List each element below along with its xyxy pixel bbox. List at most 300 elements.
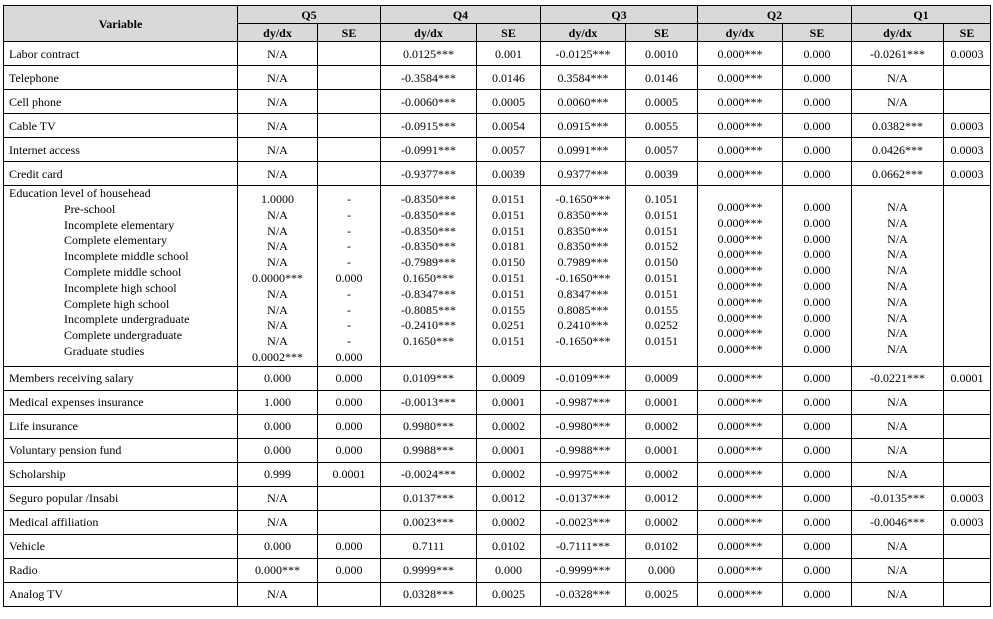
table-row	[4, 534, 991, 558]
cell: 0.0001	[477, 390, 541, 414]
row-label: Cell phone	[4, 90, 238, 114]
cell: N/A	[238, 582, 318, 606]
cell: 0.0025	[626, 582, 698, 606]
cell: 0.000***	[698, 582, 783, 606]
cell: N/A	[852, 534, 944, 558]
cell: -0.0915***	[381, 114, 477, 138]
cell	[318, 486, 381, 510]
cell: 0.0039	[477, 162, 541, 186]
cell: 0.0151	[492, 192, 525, 206]
group-header-q3: Q3	[541, 6, 698, 24]
table-row	[4, 42, 991, 66]
cell: 0.000***	[698, 414, 783, 438]
education-q3-dydx	[541, 186, 626, 367]
row-label: Medical affiliation	[4, 510, 238, 534]
row-label: Credit card	[4, 162, 238, 186]
cell: 0.0001	[477, 438, 541, 462]
cell: N/A	[267, 334, 288, 349]
cell	[944, 390, 991, 414]
cell: 0.0150	[492, 255, 525, 270]
cell	[944, 90, 991, 114]
cell: 0.0002	[477, 462, 541, 486]
cell: 0.000	[318, 558, 381, 582]
cell	[318, 90, 381, 114]
cell: 0.000***	[717, 294, 763, 309]
cell: 0.9999***	[381, 558, 477, 582]
cell: 0.000	[803, 263, 831, 278]
cell: 0.0003	[944, 138, 991, 162]
cell: -0.8347***	[401, 286, 456, 301]
cell: 0.0426***	[852, 138, 944, 162]
cell	[944, 438, 991, 462]
cell: -	[347, 318, 351, 333]
cell: 0.000***	[717, 310, 763, 325]
cell: 0.000***	[698, 90, 783, 114]
cell: 0.0328***	[381, 582, 477, 606]
cell: 0.0151	[492, 334, 525, 349]
cell: -0.8350***	[401, 207, 456, 222]
cell: 0.000	[803, 294, 831, 309]
education-q4-se	[477, 186, 541, 367]
cell: 0.0125***	[381, 42, 477, 66]
cell: 0.0003	[944, 114, 991, 138]
cell: N/A	[852, 90, 944, 114]
table-row	[4, 486, 991, 510]
education-item: Pre-school	[64, 201, 116, 216]
cell: 0.1650***	[403, 270, 454, 285]
cell: 0.8350***	[557, 223, 609, 238]
cell: 0.0009	[626, 366, 698, 390]
cell: 0.000***	[698, 558, 783, 582]
cell	[318, 510, 381, 534]
cell: N/A	[267, 255, 288, 270]
cell: 0.0151	[492, 207, 525, 222]
cell	[318, 114, 381, 138]
cell: N/A	[238, 138, 318, 162]
cell: -	[347, 334, 351, 349]
cell	[318, 42, 381, 66]
cell	[944, 66, 991, 90]
cell: 0.0146	[477, 66, 541, 90]
cell: 0.8350***	[557, 207, 609, 222]
cell: 0.0009	[477, 366, 541, 390]
cell: 0.0102	[477, 534, 541, 558]
cell: N/A	[887, 263, 908, 278]
cell: 0.000	[803, 247, 831, 262]
cell: 0.000***	[698, 438, 783, 462]
table-row	[4, 390, 991, 414]
cell: -0.1650***	[555, 192, 611, 206]
cell: 0.0151	[645, 334, 678, 349]
cell: 0.0002	[477, 510, 541, 534]
cell: -0.3584***	[381, 66, 477, 90]
cell: 0.0155	[492, 302, 525, 317]
cell: 0.9377***	[541, 162, 626, 186]
cell: 0.000***	[698, 42, 783, 66]
row-label: Labor contract	[4, 42, 238, 66]
cell: 0.000***	[717, 263, 763, 278]
cell: N/A	[238, 162, 318, 186]
cell: 0.000	[783, 438, 852, 462]
cell: -0.8350***	[401, 192, 456, 206]
cell: -	[347, 223, 351, 238]
cell: -0.9988***	[541, 438, 626, 462]
cell: 0.999	[238, 462, 318, 486]
cell: -0.8085***	[401, 302, 456, 317]
cell: -	[347, 255, 351, 270]
cell: 0.000	[783, 114, 852, 138]
cell: -0.8350***	[401, 223, 456, 238]
cell: 0.2410***	[557, 318, 609, 333]
cell: 0.000***	[698, 462, 783, 486]
cell: 0.000	[803, 342, 831, 357]
cell: 0.0012	[477, 486, 541, 510]
cell: -	[347, 286, 351, 301]
cell: 0.3584***	[541, 66, 626, 90]
cell: 0.0151	[492, 223, 525, 238]
sub-header-dydx: dy/dx	[852, 24, 944, 42]
cell: 0.000	[318, 534, 381, 558]
cell: N/A	[238, 90, 318, 114]
education-label-cell	[4, 186, 238, 367]
cell: 0.0054	[477, 114, 541, 138]
table-row	[4, 510, 991, 534]
cell: -0.0046***	[852, 510, 944, 534]
cell: -0.9975***	[541, 462, 626, 486]
cell: N/A	[887, 215, 908, 230]
cell: 0.0002	[477, 414, 541, 438]
cell	[944, 534, 991, 558]
cell: 0.000	[803, 231, 831, 246]
cell: 1.000	[238, 390, 318, 414]
cell: 0.000***	[238, 558, 318, 582]
cell: 0.0025	[477, 582, 541, 606]
cell: N/A	[852, 438, 944, 462]
row-label: Scholarship	[4, 462, 238, 486]
education-q3-se	[626, 186, 698, 367]
table-row	[4, 366, 991, 390]
cell: N/A	[887, 294, 908, 309]
cell: 0.0010	[626, 42, 698, 66]
cell: 0.0150	[645, 255, 678, 270]
cell: N/A	[267, 302, 288, 317]
education-row	[4, 186, 991, 367]
cell: 0.000***	[698, 162, 783, 186]
cell: 0.000	[477, 558, 541, 582]
cell: 0.0005	[477, 90, 541, 114]
cell: -	[347, 302, 351, 317]
cell: 0.0003	[944, 42, 991, 66]
cell: -	[347, 207, 351, 222]
cell: 0.9988***	[381, 438, 477, 462]
group-header-q4: Q4	[381, 6, 541, 24]
cell: -0.0328***	[541, 582, 626, 606]
row-label: Cable TV	[4, 114, 238, 138]
education-item: Complete undergraduate	[64, 328, 183, 343]
cell: 0.000	[783, 66, 852, 90]
cell: 0.000	[783, 414, 852, 438]
education-q1-dydx	[852, 186, 944, 367]
cell: N/A	[267, 239, 288, 254]
cell: 0.000	[318, 414, 381, 438]
cell: 0.0151	[645, 223, 678, 238]
education-item: Graduate studies	[64, 343, 145, 358]
cell: -0.0221***	[852, 366, 944, 390]
cell: N/A	[852, 414, 944, 438]
cell: -0.0109***	[541, 366, 626, 390]
cell: 0.0001	[626, 390, 698, 414]
cell: 0.0102	[626, 534, 698, 558]
table-row	[4, 162, 991, 186]
cell: 0.0151	[645, 207, 678, 222]
education-q2-se	[783, 186, 852, 367]
cell: 0.8350***	[557, 239, 609, 254]
cell	[318, 582, 381, 606]
cell: -0.0023***	[541, 510, 626, 534]
table-row	[4, 66, 991, 90]
row-label: Telephone	[4, 66, 238, 90]
cell: N/A	[267, 207, 288, 222]
cell: N/A	[852, 66, 944, 90]
cell: N/A	[238, 510, 318, 534]
cell: 0.000	[238, 438, 318, 462]
cell: 0.000	[238, 534, 318, 558]
cell: 0.0012	[626, 486, 698, 510]
group-header-q2: Q2	[698, 6, 852, 24]
variable-header: Variable	[4, 6, 238, 42]
cell: 0.0382***	[852, 114, 944, 138]
header-row-groups	[4, 6, 991, 24]
cell	[944, 582, 991, 606]
cell: 0.0137***	[381, 486, 477, 510]
cell: 0.000***	[698, 66, 783, 90]
cell: 0.0002	[626, 510, 698, 534]
cell: N/A	[852, 558, 944, 582]
cell: 0.000***	[717, 278, 763, 293]
results-table	[3, 5, 991, 607]
cell: 0.0915***	[541, 114, 626, 138]
cell: N/A	[852, 390, 944, 414]
row-label: Analog TV	[4, 582, 238, 606]
row-label: Medical expenses insurance	[4, 390, 238, 414]
cell: 0.000***	[698, 486, 783, 510]
cell: N/A	[852, 462, 944, 486]
cell: 0.000	[803, 310, 831, 325]
cell: 0.000	[783, 582, 852, 606]
cell: 0.9980***	[381, 414, 477, 438]
cell: 0.0001	[626, 438, 698, 462]
row-label: Voluntary pension fund	[4, 438, 238, 462]
sub-header-se: SE	[944, 24, 991, 42]
group-header-q1: Q1	[852, 6, 991, 24]
cell: 0.0002	[626, 414, 698, 438]
cell: 0.0151	[645, 286, 678, 301]
sub-header-se: SE	[626, 24, 698, 42]
education-q2-dydx	[698, 186, 783, 367]
cell: N/A	[267, 223, 288, 238]
cell: -0.0137***	[541, 486, 626, 510]
cell: N/A	[238, 114, 318, 138]
cell: 0.000***	[717, 247, 763, 262]
cell	[318, 162, 381, 186]
cell: 0.000	[318, 438, 381, 462]
education-q4-dydx	[381, 186, 477, 367]
cell	[944, 414, 991, 438]
table-body	[4, 42, 991, 607]
cell: 0.0252	[645, 318, 678, 333]
cell: N/A	[238, 486, 318, 510]
cell: 0.8085***	[557, 302, 609, 317]
cell: 0.000	[626, 558, 698, 582]
cell: 0.0251	[492, 318, 525, 333]
cell: N/A	[887, 342, 908, 357]
cell: -0.8350***	[401, 239, 456, 254]
cell: 0.000***	[698, 510, 783, 534]
table-row	[4, 558, 991, 582]
cell: 0.000***	[698, 534, 783, 558]
cell: -0.0261***	[852, 42, 944, 66]
cell: -0.0125***	[541, 42, 626, 66]
cell: 0.000***	[698, 366, 783, 390]
cell: 0.000	[335, 270, 363, 285]
group-header-q5: Q5	[238, 6, 381, 24]
cell: 0.8347***	[557, 286, 609, 301]
cell: 0.000	[318, 366, 381, 390]
cell: 0.000	[803, 278, 831, 293]
cell: -0.9987***	[541, 390, 626, 414]
cell: 0.000***	[717, 215, 763, 230]
cell: 0.0662***	[852, 162, 944, 186]
cell: 0.0146	[626, 66, 698, 90]
education-item: Incomplete middle school	[64, 249, 189, 264]
cell: -0.9980***	[541, 414, 626, 438]
cell: 0.001	[477, 42, 541, 66]
cell: 0.0001	[318, 462, 381, 486]
cell: 0.7989***	[557, 255, 609, 270]
sub-header-se: SE	[318, 24, 381, 42]
cell: 0.000	[783, 558, 852, 582]
table-row	[4, 138, 991, 162]
cell: 0.000***	[717, 200, 763, 214]
cell: 0.0002	[626, 462, 698, 486]
cell: 0.000	[783, 366, 852, 390]
cell: 0.0991***	[541, 138, 626, 162]
sub-header-se: SE	[477, 24, 541, 42]
cell: 0.0055	[626, 114, 698, 138]
cell: 0.000	[783, 162, 852, 186]
cell: 0.1051	[645, 192, 678, 206]
cell: 0.0152	[645, 239, 678, 254]
cell: -0.9377***	[381, 162, 477, 186]
cell: 0.0001	[944, 366, 991, 390]
cell: N/A	[887, 326, 908, 341]
cell: N/A	[267, 318, 288, 333]
education-item: Complete high school	[64, 296, 170, 311]
cell: 0.7111	[381, 534, 477, 558]
row-label: Radio	[4, 558, 238, 582]
cell: N/A	[267, 286, 288, 301]
row-label: Seguro popular /Insabi	[4, 486, 238, 510]
cell: 0.0057	[477, 138, 541, 162]
cell: N/A	[887, 247, 908, 262]
cell: 0.000	[238, 366, 318, 390]
cell: 0.0005	[626, 90, 698, 114]
cell: 0.000***	[698, 114, 783, 138]
cell: -0.0060***	[381, 90, 477, 114]
cell: -0.9999***	[541, 558, 626, 582]
cell: N/A	[887, 278, 908, 293]
education-item: Complete middle school	[64, 264, 182, 279]
cell: 0.000***	[698, 390, 783, 414]
cell: N/A	[852, 582, 944, 606]
table-row	[4, 582, 991, 606]
education-item: Incomplete undergraduate	[64, 312, 190, 327]
cell	[318, 66, 381, 90]
cell: 0.000	[783, 486, 852, 510]
cell: 0.0060***	[541, 90, 626, 114]
row-label: Members receiving salary	[4, 366, 238, 390]
cell: N/A	[887, 200, 908, 214]
cell: 0.000***	[717, 342, 763, 357]
cell: 0.1650***	[403, 334, 454, 349]
education-item: Incomplete elementary	[64, 217, 175, 232]
cell: 0.0003	[944, 510, 991, 534]
cell: 0.000	[335, 349, 363, 364]
sub-header-dydx: dy/dx	[541, 24, 626, 42]
cell: -	[347, 192, 351, 206]
cell: -0.7111***	[541, 534, 626, 558]
row-label: Life insurance	[4, 414, 238, 438]
education-q5-dydx	[238, 186, 318, 367]
cell: 0.000	[783, 138, 852, 162]
cell: -0.0991***	[381, 138, 477, 162]
cell: N/A	[887, 231, 908, 246]
cell: N/A	[238, 42, 318, 66]
cell: N/A	[238, 66, 318, 90]
cell: -0.1650***	[555, 270, 611, 285]
cell: 0.000	[783, 510, 852, 534]
cell: 0.000***	[717, 231, 763, 246]
cell: 0.000	[803, 215, 831, 230]
cell: 0.0039	[626, 162, 698, 186]
cell	[318, 138, 381, 162]
cell: 0.000	[783, 462, 852, 486]
cell: 0.0181	[492, 239, 525, 254]
cell: 1.0000	[261, 192, 294, 206]
cell: 0.000	[783, 534, 852, 558]
cell: -0.7989***	[401, 255, 456, 270]
cell: 0.0151	[645, 270, 678, 285]
table-row	[4, 114, 991, 138]
sub-header-dydx: dy/dx	[381, 24, 477, 42]
education-item: Incomplete high school	[64, 280, 177, 295]
cell	[944, 558, 991, 582]
cell: 0.000	[783, 390, 852, 414]
cell: -0.2410***	[401, 318, 456, 333]
cell: 0.000***	[698, 138, 783, 162]
cell: -0.0013***	[381, 390, 477, 414]
cell: 0.0002***	[252, 349, 303, 364]
sub-header-dydx: dy/dx	[238, 24, 318, 42]
cell: 0.000	[783, 42, 852, 66]
cell: -	[347, 239, 351, 254]
sub-header-se: SE	[783, 24, 852, 42]
cell: 0.0151	[492, 286, 525, 301]
cell: 0.0023***	[381, 510, 477, 534]
cell: -0.0024***	[381, 462, 477, 486]
cell: 0.0003	[944, 162, 991, 186]
education-q5-se	[318, 186, 381, 367]
